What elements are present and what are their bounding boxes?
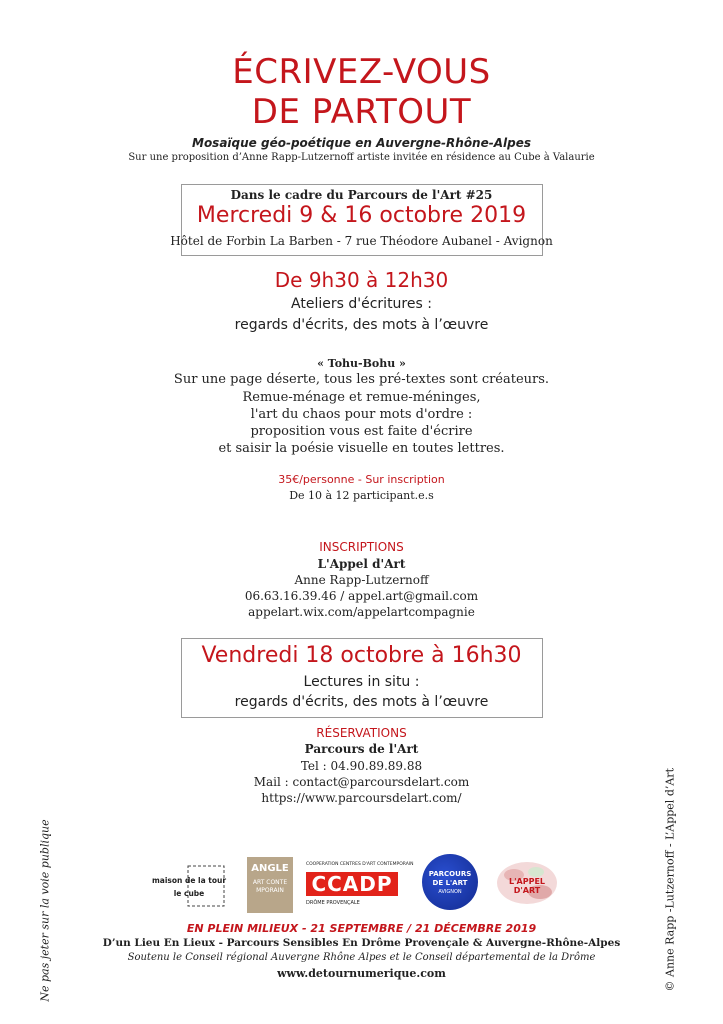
price: 35€/personne - Sur inscription [278, 473, 445, 486]
event1-time: De 9h30 à 12h30 [274, 268, 449, 292]
workshop-desc-3: l'art du chaos pour mots d'ordre : [250, 407, 473, 422]
angle-logo-small: ART CONTEMPORAIN [252, 879, 288, 894]
inscriptions-heading: INSCRIPTIONS [319, 540, 404, 554]
reservations-web: https://www.parcoursdelart.com/ [261, 791, 462, 805]
appel-logo-text: L'APPEL D'ART [508, 877, 546, 895]
angle-logo-big: ANGLE [251, 863, 289, 874]
inscriptions-name: Anne Rapp-Lutzernoff [294, 573, 429, 587]
inscriptions-org: L'Appel d'Art [317, 557, 406, 571]
parcours-logo-line-3: AVIGNON [438, 889, 462, 895]
workshop-desc-2: Remue-ménage et remue-méninges, [242, 390, 481, 405]
footer-web[interactable]: www.detournumerique.com [277, 967, 446, 980]
workshop-desc-4: proposition vous est faite d'écrire [250, 424, 473, 439]
inscriptions-web: appelart.wix.com/appelartcompagnie [248, 605, 475, 619]
participants: De 10 à 12 participant.e.s [289, 489, 434, 502]
angle-logo [247, 857, 293, 913]
event2-activity-2: regards d'écrits, des mots à l’œuvre [234, 694, 489, 710]
maison-logo-line-1: maison de la tour [151, 876, 227, 885]
reservations-org: Parcours de l'Art [304, 742, 419, 756]
event1-venue: Hôtel de Forbin La Barben - 7 rue Théodore Aubanel - Avignon [170, 234, 553, 248]
event2-activity-1: Lectures in situ : [303, 674, 420, 690]
reservations-heading: RÉSERVATIONS [316, 726, 407, 740]
inscriptions-contact: 06.63.16.39.46 / appel.art@gmail.com [244, 589, 479, 603]
side-text-left: Ne pas jeter sur la voie publique [38, 819, 52, 1002]
parcours-de-l-art-logo [422, 854, 478, 910]
event1-date: Mercredi 9 & 16 octobre 2019 [196, 203, 527, 228]
reservations-tel: Tel : 04.90.89.89.88 [300, 759, 423, 773]
subtitle: Mosaïque géo-poétique en Auvergne-Rhône-Alpes [192, 136, 531, 150]
side-text-right: © Anne Rapp -Lutzernoff - L’Appel d’Art [663, 768, 677, 992]
parcours-logo-line-2: DE L'ART [432, 879, 468, 887]
parcours-logo-line-1: PARCOURS [428, 870, 472, 878]
ccadp-logo-small: COOPERATION CENTRES D'ART CONTEMPORAIN [306, 862, 414, 867]
footer-period: EN PLEIN MILIEUX - 21 SEPTEMBRE / 21 DÉCEMBRE 2019 [186, 922, 537, 935]
maison-de-la-tour-icon [148, 862, 230, 912]
workshop-desc-5: et saisir la poésie visuelle en toutes lettres. [218, 441, 505, 456]
event1-activity-1: Ateliers d'écritures : [291, 296, 432, 312]
maison-logo-line-2: le cube [173, 889, 205, 898]
ccadp-logo [306, 860, 414, 912]
maison-de-la-tour-logo [148, 862, 230, 912]
event2-date: Vendredi 18 octobre à 16h30 [201, 643, 522, 668]
workshop-desc-1: Sur une page déserte, tous les pré-textes sont créateurs. [173, 372, 550, 387]
appel-d-art-logo [496, 860, 558, 906]
ccadp-logo-sub: DRÔME PROVENÇALE [306, 900, 360, 906]
event1-frame: Dans le cadre du Parcours de l'Art #25 [230, 188, 493, 202]
footer-line-1: D’un Lieu En Lieux - Parcours Sensibles En Drôme Provençale & Auvergne-Rhône-Alpes [102, 937, 621, 949]
reservations-mail: Mail : contact@parcoursdelart.com [253, 775, 470, 789]
ccadp-logo-big: CCADP [306, 872, 398, 896]
title-line-2: DE PARTOUT [251, 92, 472, 132]
proposition-text: Sur une proposition d’Anne Rapp-Lutzernoff artiste invitée en résidence au Cube à Valaurie [128, 152, 595, 163]
footer-line-2: Soutenu le Conseil régional Auvergne Rhône Alpes et le Conseil départemental de la Drôme [127, 952, 596, 963]
workshop-title: « Tohu-Bohu » [317, 357, 406, 370]
title-line-1: ÉCRIVEZ-VOUS [232, 52, 491, 92]
event1-activity-2: regards d'écrits, des mots à l’œuvre [234, 317, 489, 333]
